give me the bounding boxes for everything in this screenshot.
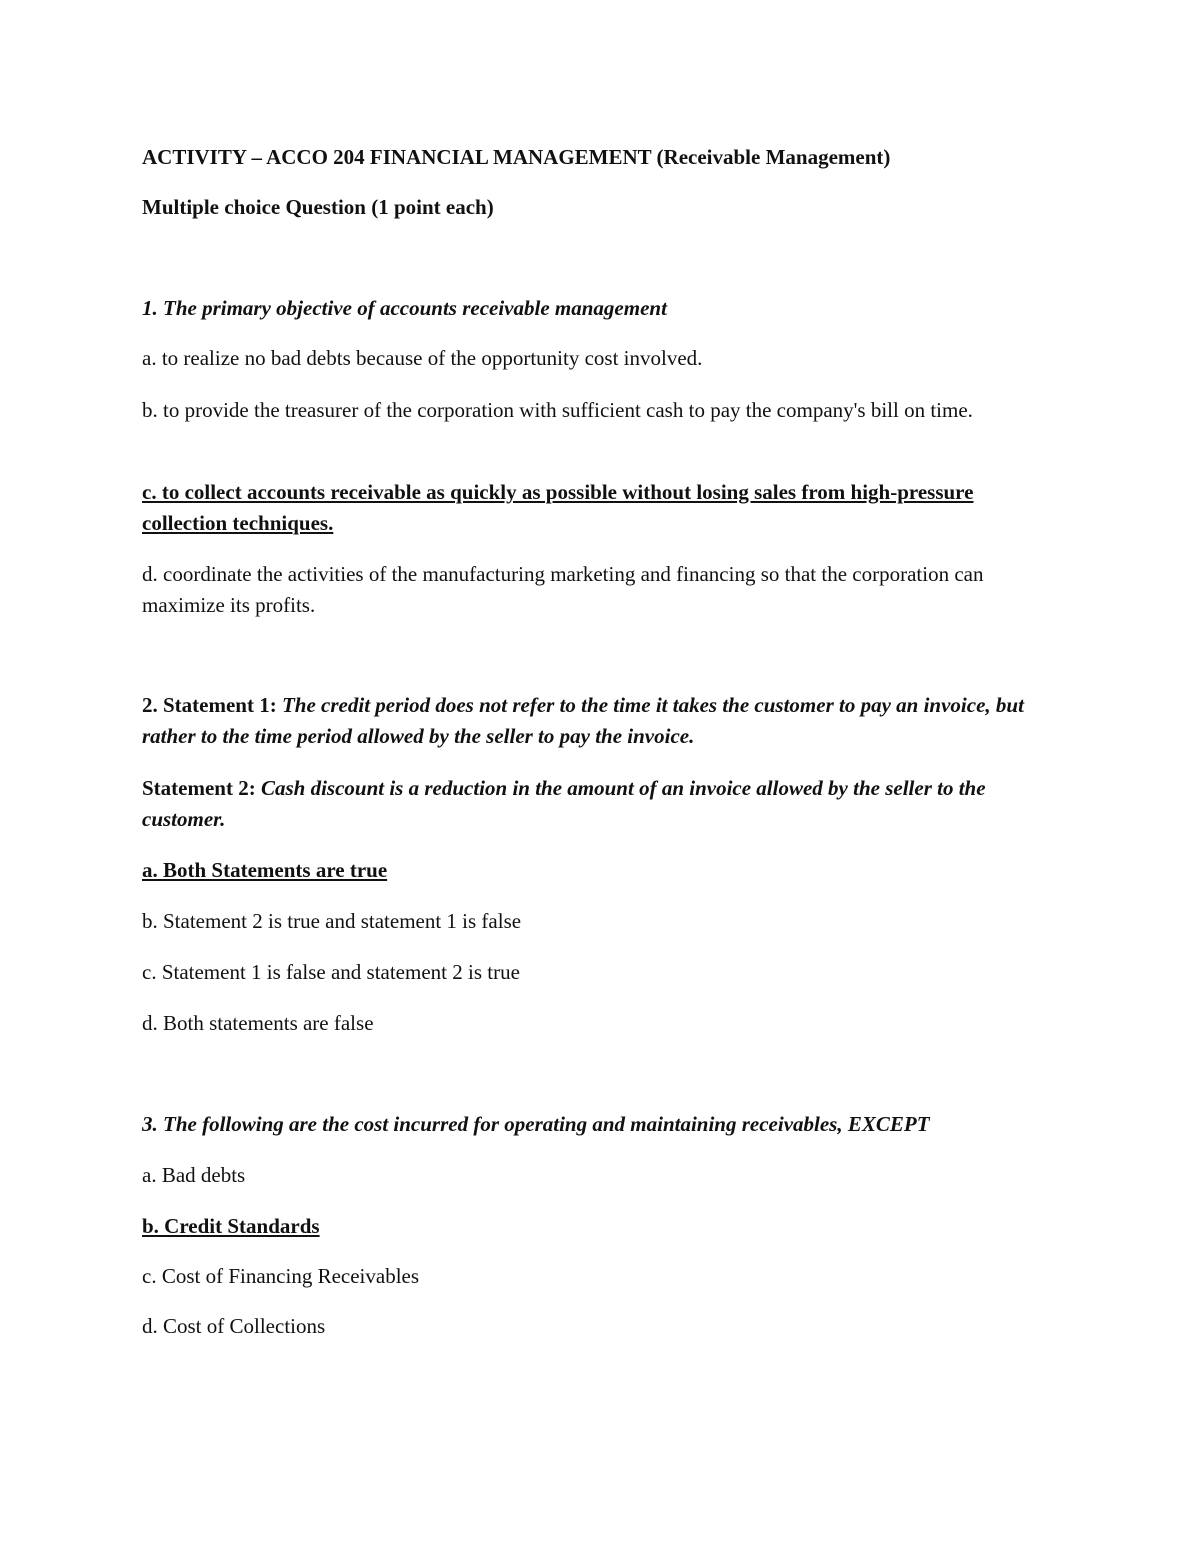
question-1-stem: 1. The primary objective of accounts receivable management bbox=[142, 296, 667, 320]
question-3-option-b-answer: b. Credit Standards bbox=[142, 1214, 320, 1238]
question-3-option-c: c. Cost of Financing Receivables bbox=[142, 1264, 420, 1288]
document-title: ACTIVITY – ACCO 204 FINANCIAL MANAGEMENT (Receivable Management) bbox=[142, 145, 891, 169]
question-2-statement-2 bbox=[142, 773, 1062, 835]
question-2-option-b: b. Statement 2 is true and statement 1 is false bbox=[142, 909, 522, 933]
question-2-statement-1 bbox=[142, 690, 1062, 752]
question-2-statement-2-text: Cash discount is a reduction in the amount of an invoice allowed by the seller to the customer. bbox=[142, 776, 986, 831]
question-3-stem: 3. The following are the cost incurred for operating and maintaining receivables, EXCEPT bbox=[142, 1112, 930, 1136]
question-2-statement-1-text: The credit period does not refer to the time it takes the customer to pay an invoice, but rather to the time period allowed by the seller to pay the invoice. bbox=[142, 693, 1024, 748]
question-2-option-d: d. Both statements are false bbox=[142, 1011, 374, 1035]
question-3-option-a: a. Bad debts bbox=[142, 1163, 246, 1187]
question-1-option-b: b. to provide the treasurer of the corporation with sufficient cash to pay the company's bill on time. bbox=[142, 398, 973, 422]
question-1-option-d: d. coordinate the activities of the manufacturing marketing and financing so that the corporation can maximize its profits. bbox=[142, 562, 984, 617]
question-1-option-a: a. to realize no bad debts because of the opportunity cost involved. bbox=[142, 346, 703, 370]
document-subtitle: Multiple choice Question (1 point each) bbox=[142, 195, 494, 219]
question-1-option-c-answer: c. to collect accounts receivable as quickly as possible without losing sales from high-pressure collection techniques. bbox=[142, 480, 974, 535]
question-2-option-c: c. Statement 1 is false and statement 2 is true bbox=[142, 960, 520, 984]
question-2-statement-1-label: 2. Statement 1: bbox=[142, 693, 277, 717]
question-3-option-d: d. Cost of Collections bbox=[142, 1314, 326, 1338]
question-2-statement-2-label: Statement 2: bbox=[142, 776, 256, 800]
question-2-option-a-answer: a. Both Statements are true bbox=[142, 858, 388, 882]
